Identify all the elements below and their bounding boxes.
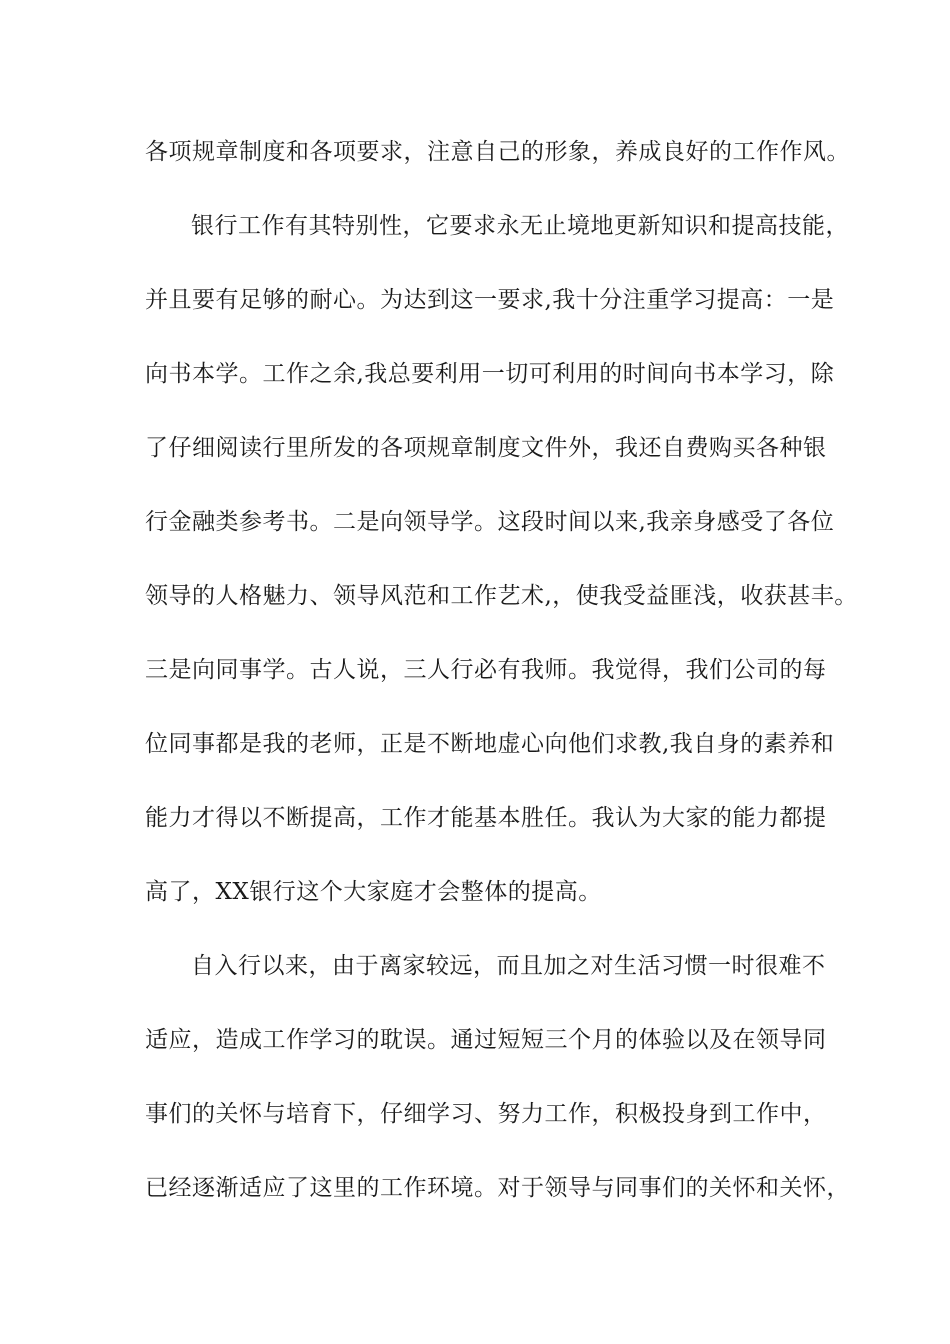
text-line: 适应，造成工作学习的耽误。通过短短三个月的体验以及在领导同 [145, 1027, 827, 1053]
text-line: 事们的关怀与培育下，仔细学习、努力工作，积极投身到工作中， [145, 1101, 827, 1127]
text-line: 三是向同事学。古人说，三人行必有我师。我觉得，我们公司的每 [145, 657, 827, 683]
text-line: 并且要有足够的耐心。为达到这一要求,我十分注重学习提高：一是 [145, 287, 835, 313]
text-line: 向书本学。工作之余,我总要利用一切可利用的时间向书本学习，除 [145, 361, 835, 387]
text-line: 已经逐渐适应了这里的工作环境。对于领导与同事们的关怀和关怀， [145, 1175, 850, 1201]
text-line: 领导的人格魅力、领导风范和工作艺术,，使我受益匪浅，收获甚丰。 [145, 583, 858, 609]
text-line: 高了，XX银行这个大家庭才会整体的提高。 [145, 879, 602, 905]
text-line: 各项规章制度和各项要求，注意自己的形象，养成良好的工作作风。 [145, 139, 850, 165]
paragraph-first-line: 银行工作有其特别性，它要求永无止境地更新知识和提高技能， [191, 213, 849, 239]
text-line: 了仔细阅读行里所发的各项规章制度文件外，我还自费购买各种银 [145, 435, 827, 461]
text-line: 位同事都是我的老师，正是不断地虚心向他们求教,我自身的素养和 [145, 731, 835, 757]
text-line: 行金融类参考书。二是向领导学。这段时间以来,我亲身感受了各位 [145, 509, 835, 535]
paragraph-first-line: 自入行以来，由于离家较远，而且加之对生活习惯一时很难不 [191, 953, 826, 979]
text-line: 能力才得以不断提高，工作才能基本胜任。我认为大家的能力都提 [145, 805, 827, 831]
